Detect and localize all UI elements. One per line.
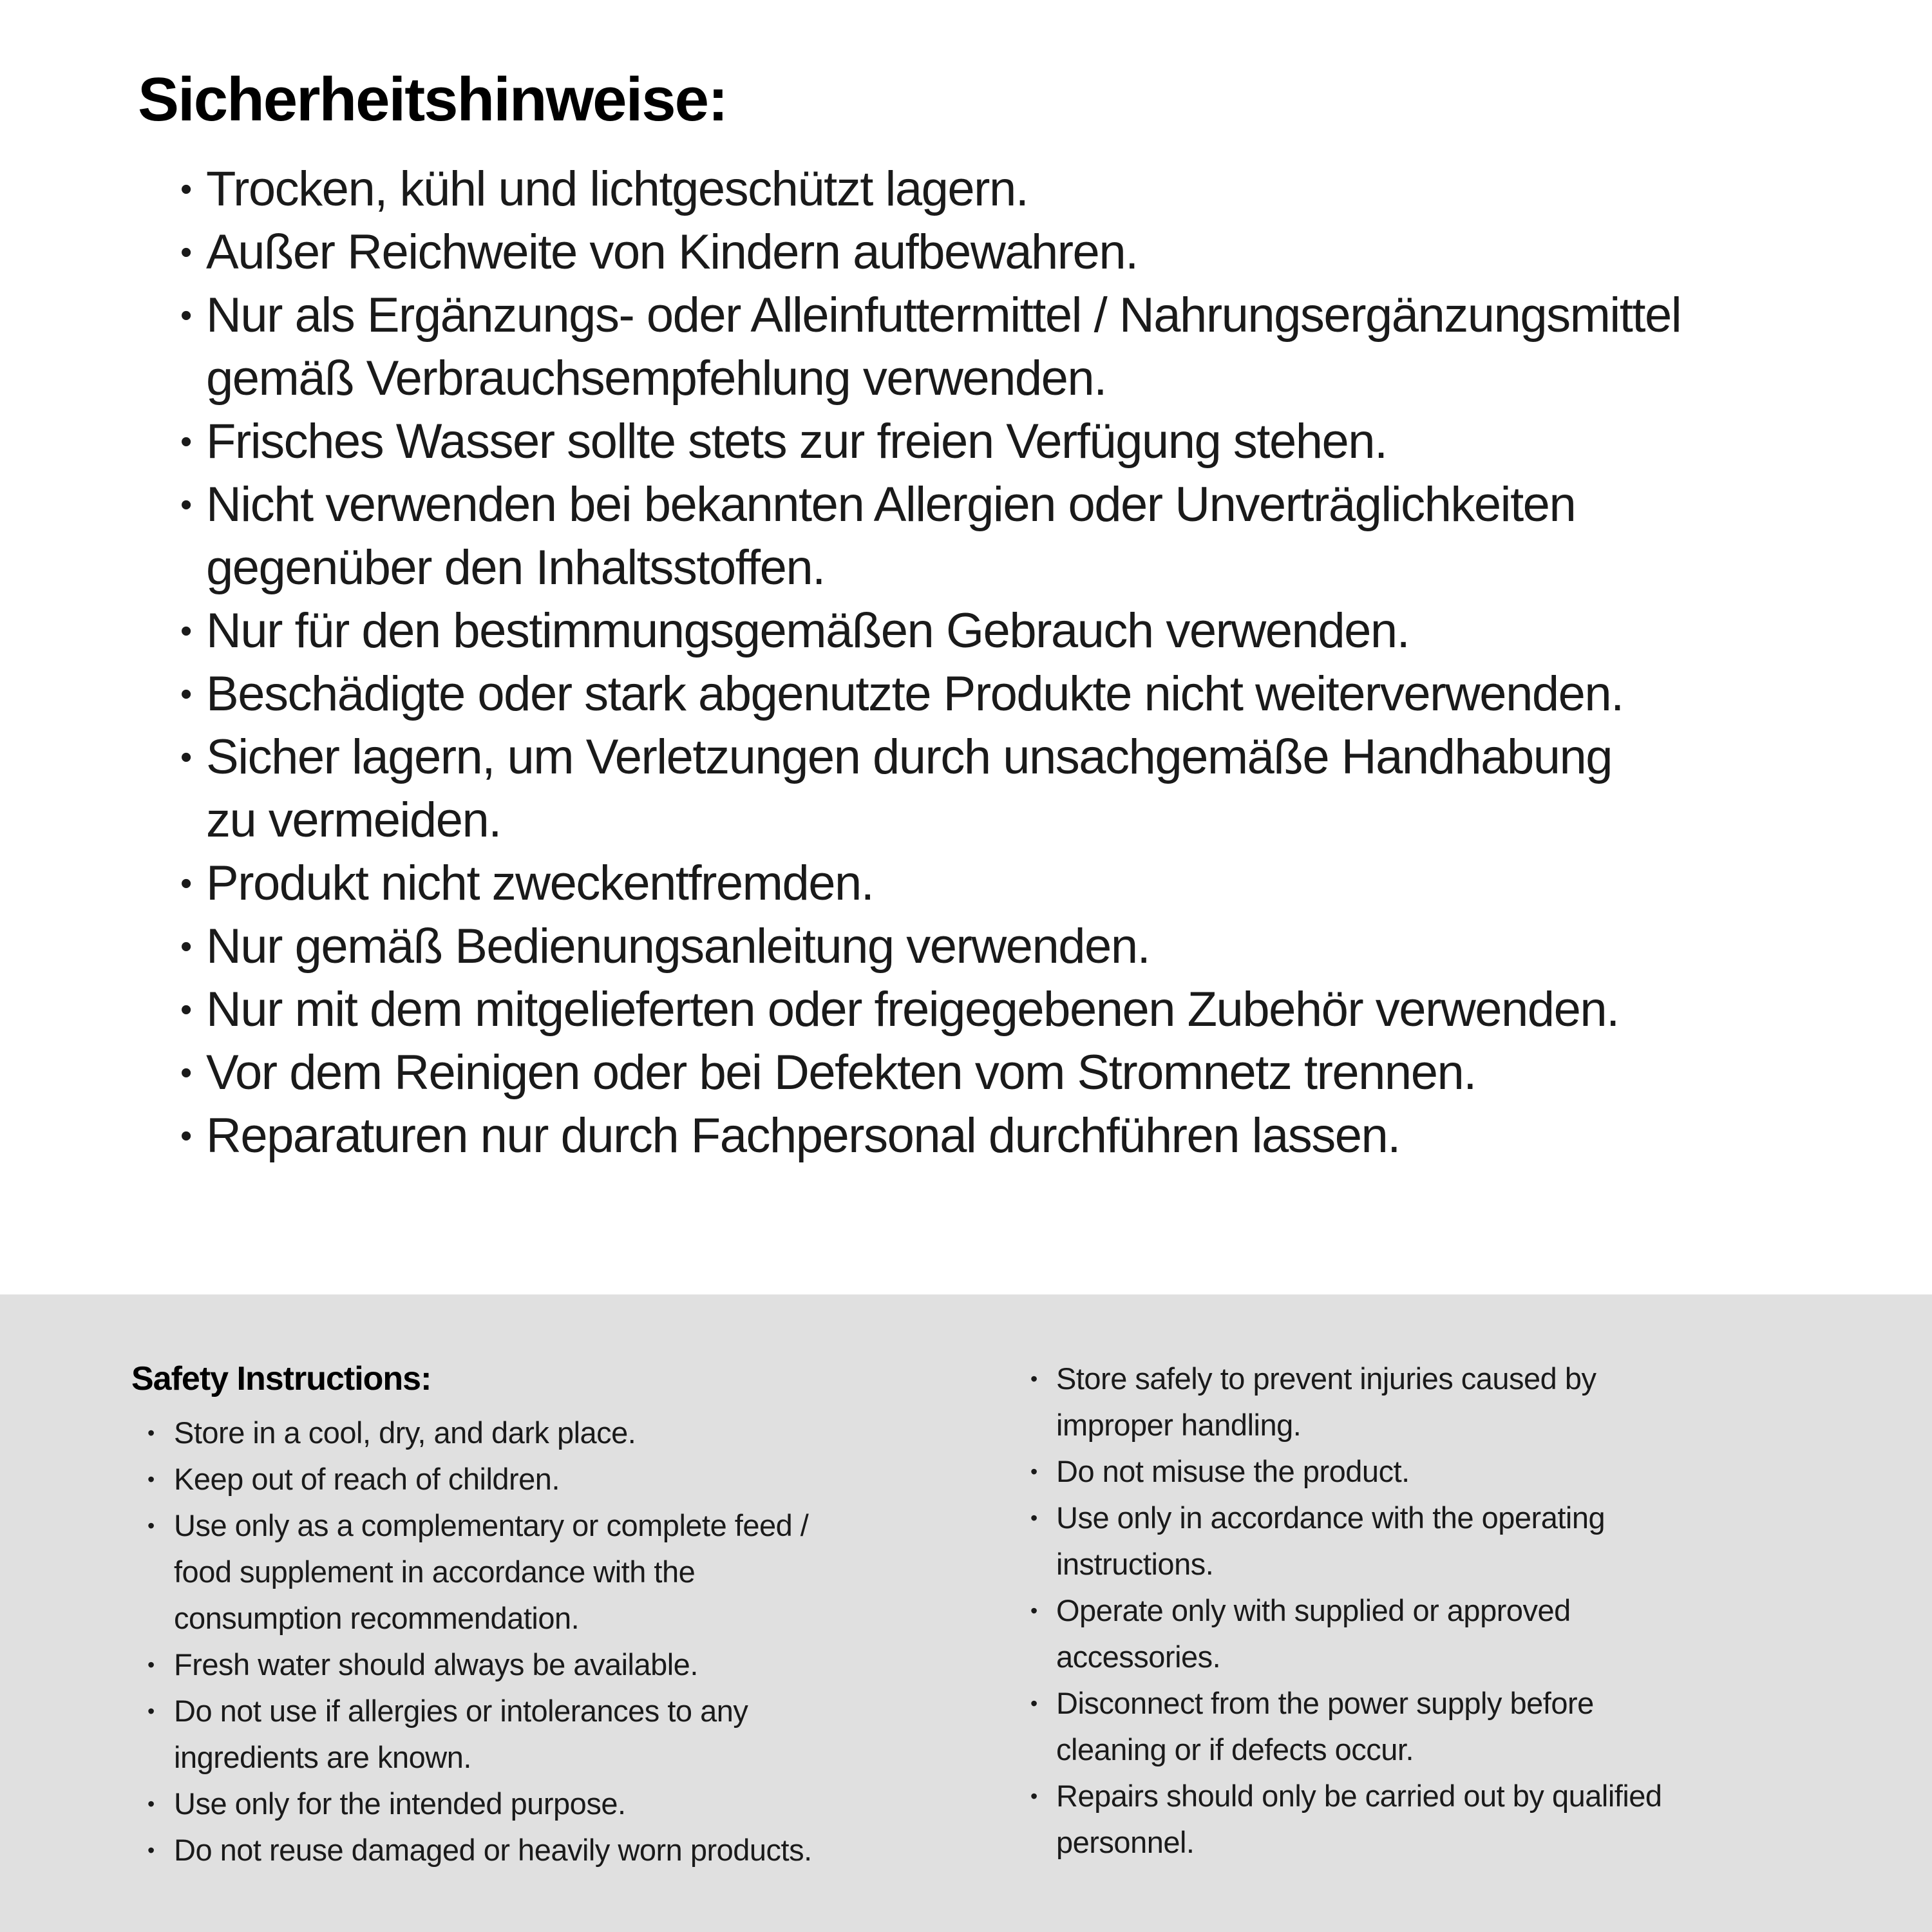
bullet-icon: • [147, 1792, 155, 1815]
list-item [131, 1688, 1030, 1781]
bullet-line: Nur als Ergänzungs- oder Alleinfuttermittel / Nahrungsergänzungsmittel [206, 288, 1681, 343]
bullet-line: Sicher lagern, um Verletzungen durch unsachgemäße Handhabung [206, 730, 1613, 784]
bullet-icon: • [180, 928, 193, 965]
bullet-line: Fresh water should always be available. [174, 1647, 698, 1681]
list-item [131, 1410, 1030, 1456]
english-right-bullet-list [1030, 1356, 1662, 1866]
bullet-line: Nur mit dem mitgelieferten oder freigegebenen Zubehör verwenden. [206, 982, 1619, 1037]
bullet-icon: • [180, 234, 193, 271]
bullet-line: gegenüber den Inhaltsstoffen. [206, 540, 825, 595]
list-item [180, 852, 1893, 915]
bullet-icon: • [180, 1054, 193, 1092]
bullet-line: Trocken, kühl und lichtgeschützt lagern. [206, 162, 1028, 216]
list-item [131, 1781, 1030, 1827]
bullet-line: Nur gemäß Bedienungsanleitung verwenden. [206, 919, 1150, 974]
bullet-icon: • [1030, 1367, 1038, 1390]
list-item [180, 726, 1893, 852]
list-item [180, 600, 1893, 663]
list-item [180, 284, 1893, 410]
bullet-line: accessories. [1056, 1640, 1221, 1674]
bullet-icon: • [180, 739, 193, 776]
bullet-line: instructions. [1056, 1547, 1214, 1581]
bullet-icon: • [147, 1839, 155, 1862]
bullet-icon: • [147, 1421, 155, 1444]
bullet-line: Store in a cool, dry, and dark place. [174, 1416, 636, 1450]
list-item [180, 1104, 1893, 1168]
bullet-line: Do not reuse damaged or heavily worn products. [174, 1833, 812, 1867]
bullet-icon: • [180, 676, 193, 713]
list-item [180, 473, 1893, 600]
bullet-line: Do not use if allergies or intolerances to any [174, 1694, 748, 1728]
bullet-line: Nicht verwenden bei bekannten Allergien oder Unverträglichkeiten [206, 477, 1576, 532]
bullet-line: Repairs should only be carried out by qualified [1056, 1779, 1662, 1813]
bullet-line: Do not misuse the product. [1056, 1454, 1410, 1488]
bullet-line: consumption recommendation. [174, 1601, 580, 1635]
german-bullet-list [180, 158, 1893, 1168]
bullet-line: Use only in accordance with the operating [1056, 1501, 1605, 1535]
list-item [131, 1642, 1030, 1688]
bullet-line: zu vermeiden. [206, 793, 501, 848]
list-item [1030, 1495, 1662, 1587]
bullet-line: Produkt nicht zweckentfremden. [206, 856, 874, 911]
bullet-icon: • [180, 423, 193, 460]
bullet-line: gemäß Verbrauchsempfehlung verwenden. [206, 351, 1106, 406]
english-safety-section [0, 1294, 1932, 1932]
english-left-bullet-list [131, 1410, 1030, 1873]
bullet-icon: • [147, 1468, 155, 1491]
bullet-line: personnel. [1056, 1825, 1195, 1859]
bullet-line: Use only as a complementary or complete feed / [174, 1508, 809, 1542]
bullet-line: Nur für den bestimmungsgemäßen Gebrauch verwenden. [206, 603, 1410, 658]
bullet-icon: • [1030, 1506, 1038, 1530]
list-item [180, 915, 1893, 978]
bullet-line: Frisches Wasser sollte stets zur freien Verfügung stehen. [206, 414, 1387, 469]
bullet-line: Außer Reichweite von Kindern aufbewahren. [206, 225, 1138, 279]
bullet-icon: • [180, 991, 193, 1028]
bullet-icon: • [1030, 1599, 1038, 1622]
bullet-line: food supplement in accordance with the [174, 1555, 696, 1589]
bullet-line: Use only for the intended purpose. [174, 1786, 626, 1821]
list-item [1030, 1773, 1662, 1866]
list-item [180, 221, 1893, 284]
bullet-line: cleaning or if defects occur. [1056, 1732, 1414, 1766]
bullet-line: Beschädigte oder stark abgenutzte Produkte nicht weiterverwenden. [206, 667, 1624, 721]
list-item [180, 978, 1893, 1041]
bullet-line: ingredients are known. [174, 1740, 471, 1774]
list-item [180, 410, 1893, 473]
english-left-column [131, 1356, 1030, 1873]
bullet-line: Store safely to prevent injuries caused by [1056, 1361, 1596, 1396]
german-heading: Sicherheitshinweise: [138, 65, 727, 134]
list-item [1030, 1448, 1662, 1495]
bullet-icon: • [1030, 1460, 1038, 1483]
bullet-line: Disconnect from the power supply before [1056, 1686, 1594, 1720]
bullet-line: improper handling. [1056, 1408, 1302, 1442]
list-item [131, 1456, 1030, 1502]
bullet-icon: • [180, 297, 193, 334]
bullet-icon: • [180, 865, 193, 902]
list-item [1030, 1587, 1662, 1680]
bullet-icon: • [147, 1514, 155, 1537]
bullet-line: Operate only with supplied or approved [1056, 1593, 1571, 1627]
list-item [1030, 1680, 1662, 1773]
bullet-icon: • [147, 1653, 155, 1676]
bullet-line: Reparaturen nur durch Fachpersonal durchführen lassen. [206, 1108, 1400, 1163]
list-item [180, 1041, 1893, 1104]
list-item [131, 1827, 1030, 1873]
bullet-line: Keep out of reach of children. [174, 1462, 560, 1496]
list-item [131, 1502, 1030, 1642]
bullet-icon: • [180, 612, 193, 650]
list-item [180, 663, 1893, 726]
bullet-icon: • [180, 1117, 193, 1155]
bullet-icon: • [1030, 1692, 1038, 1715]
bullet-line: Vor dem Reinigen oder bei Defekten vom Stromnetz trennen. [206, 1045, 1476, 1100]
english-heading: Safety Instructions: [131, 1360, 431, 1397]
list-item [180, 158, 1893, 221]
list-item [1030, 1356, 1662, 1448]
bullet-icon: • [147, 1700, 155, 1723]
english-right-column [1030, 1356, 1662, 1866]
bullet-icon: • [1030, 1785, 1038, 1808]
bullet-icon: • [180, 171, 193, 208]
bullet-icon: • [180, 486, 193, 524]
